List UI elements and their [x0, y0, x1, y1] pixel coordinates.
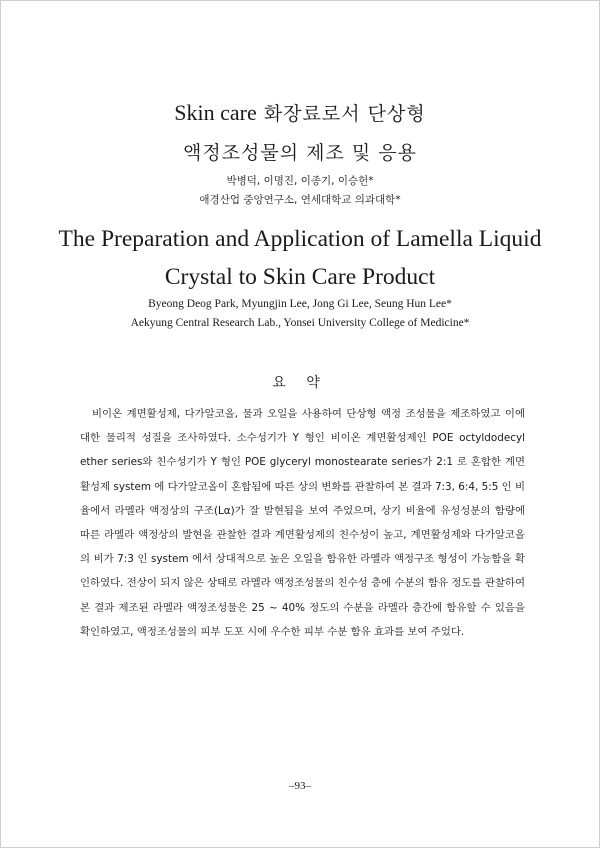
korean-title-latin: Skin care	[174, 100, 257, 125]
korean-title-rest: 화장료로서 단상형	[263, 103, 426, 125]
abstract-heading: 요 약	[272, 375, 328, 391]
korean-title-line-1	[0, 99, 600, 126]
english-title-line-1: The Preparation and Application of Lamella Liquid	[58, 226, 542, 252]
abstract-body: 비이온 계면활성제, 다가알코올, 물과 오일을 사용하여 단상형 액정 조성물을 제조하였고 이에 대한 물리적 성질을 조사하였다. 소수성기가 Y 형인 비이온 계면활성제인 POE octyldodecyl ether series와 친수성기가 Y 형인 POE glyceryl monostearate series가 2:1 로 혼합한 계면활성제 system 에 다가알코올이 혼합됨에 따른 상의 변화를 관찰하여 본 결과 7:3, 6:4, 5:5 인 비율에서 라멜라 액정상의 구조(Lα)가 잘 발현됨을 보여 주었으며, 상기 비율에 유성성분의 함량에 따른 라멜라 액정상의 발현을 관찰한 결과 계면활성제의 친수성이 높고, 계면활성제와 다가알코올의 비가 7:3 인 system 에서 상대적으로 높은 오일을 함유한 라멜라 액정구조 형성이 가능함을 확인하였다. 전상이 되지 않은 상태로 라멜라 액정조성물의 친수성 층에 수분의 함유 정도를 관찰하여 본 결과 제조된 라멜라 액정조성물은 25 ~ 40% 정도의 수분을 라멜라 층간에 함유할 수 있음을 확인하였고, 액정조성물의 피부 도포 시에 우수한 피부 수분 함유 효과를 보여 주었다.	[80, 408, 525, 638]
english-authors: Byeong Deog Park, Myungjin Lee, Jong Gi Lee, Seung Hun Lee*	[148, 298, 452, 310]
english-affiliations: Aekyung Central Research Lab., Yonsei University College of Medicine*	[130, 317, 470, 329]
english-title-line-2: Crystal to Skin Care Product	[164, 264, 436, 290]
korean-title-line-2: 액정조성물의 제조 및 응용	[182, 142, 417, 164]
korean-authors: 박병덕, 이명진, 이종기, 이승헌*	[226, 175, 374, 187]
korean-affiliations: 애경산업 중앙연구소, 연세대학교 의과대학*	[199, 194, 401, 206]
page-number: –93–	[289, 780, 311, 792]
